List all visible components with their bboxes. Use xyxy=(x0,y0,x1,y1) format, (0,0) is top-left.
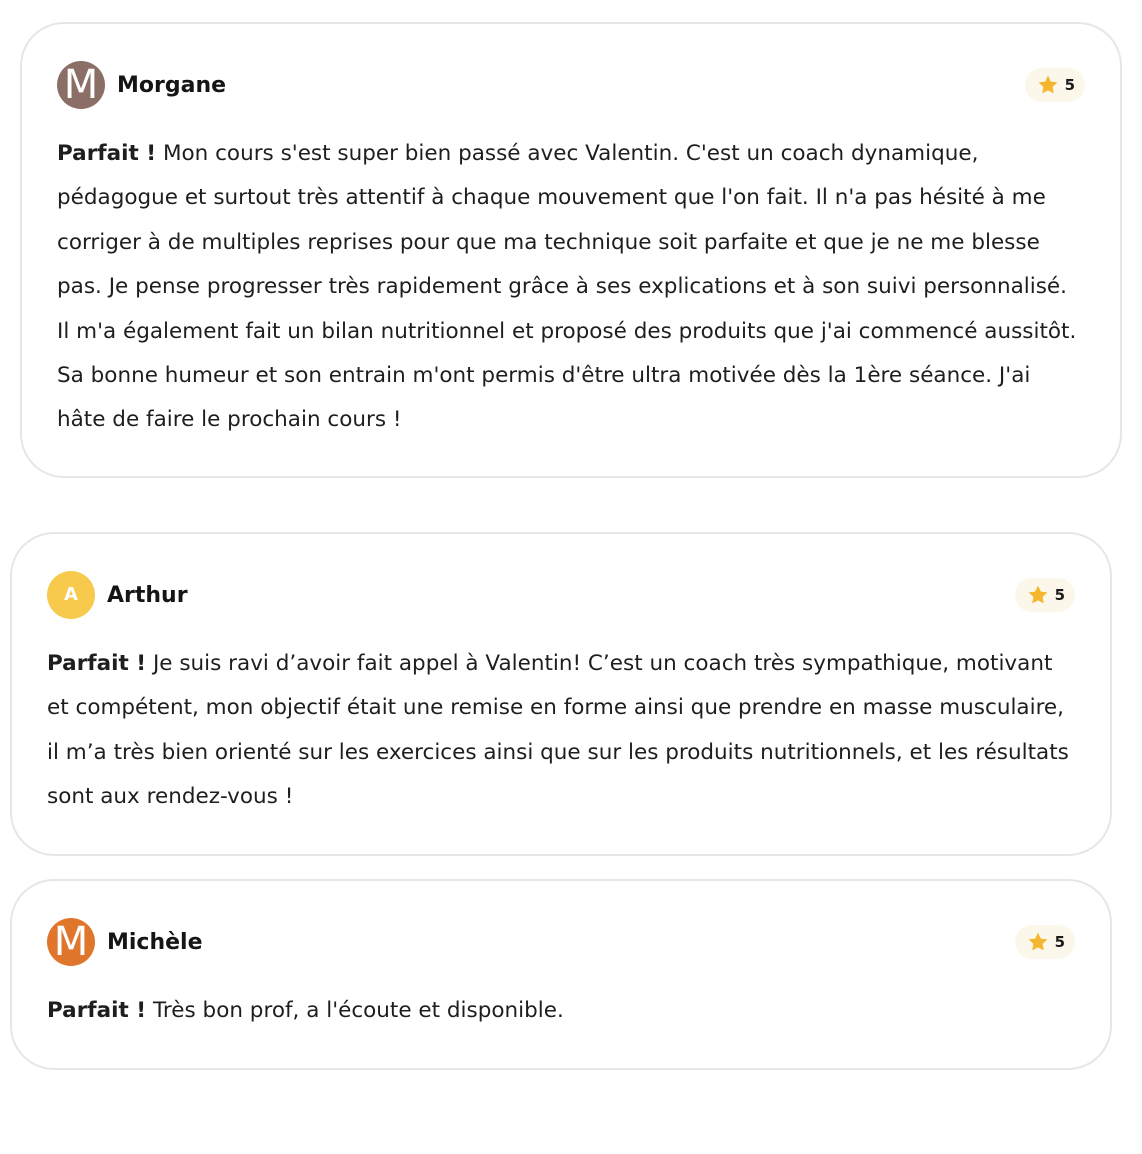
reviewer-name: Michèle xyxy=(107,929,203,955)
avatar xyxy=(47,918,95,966)
review-card xyxy=(10,879,1112,1070)
reviewer-name: Morgane xyxy=(117,72,227,98)
star-icon xyxy=(1027,931,1049,953)
review-text xyxy=(47,642,1070,820)
review-text xyxy=(57,132,1080,443)
rating-value: 5 xyxy=(1064,76,1075,94)
star-icon xyxy=(1027,584,1049,606)
review-header xyxy=(47,570,1075,620)
review-text xyxy=(47,989,1070,1033)
review-verdict: Parfait ! xyxy=(57,141,157,166)
review-header xyxy=(57,60,1085,110)
rating-badge xyxy=(1015,925,1075,959)
review-body: Mon cours s'est super bien passé avec Valentin. C'est un coach dynamique, pédagogue et surtout très attentif à chaque mouvement que l'on fait. Il n'a pas hésité à me corriger à de multiples reprises pour que ma technique soit parfaite et que je ne me blesse pas. Je pense progresser très rapidement grâce à ses explications et à son suivi personnalisé. Il m'a également fait un bilan nutritionnel et proposé des produits que j'ai commencé aussitôt. Sa bonne humeur et son entrain m'ont permis d'être ultra motivée dès la 1ère séance. J'ai hâte de faire le prochain cours ! xyxy=(57,141,1077,433)
avatar-letter: A xyxy=(64,584,78,605)
avatar-letter: M xyxy=(53,919,89,965)
star-icon xyxy=(1037,74,1059,96)
review-header xyxy=(47,917,1075,967)
rating-value: 5 xyxy=(1054,586,1065,604)
avatar-letter: M xyxy=(63,62,99,108)
reviewer-name: Arthur xyxy=(107,582,188,608)
rating-badge xyxy=(1025,68,1085,102)
rating-value: 5 xyxy=(1054,933,1065,951)
rating-badge xyxy=(1015,578,1075,612)
avatar xyxy=(57,61,105,109)
review-card xyxy=(10,532,1112,856)
avatar xyxy=(47,571,95,619)
review-body: Je suis ravi d’avoir fait appel à Valentin! C’est un coach très sympathique, motivant et compétent, mon objectif était une remise en forme ainsi que prendre en masse musculaire, il m’a très bien orienté sur les exercices ainsi que sur les produits nutritionnels, et les résultats sont aux rendez-vous ! xyxy=(47,651,1069,810)
review-verdict: Parfait ! xyxy=(47,998,147,1023)
review-verdict: Parfait ! xyxy=(47,651,147,676)
review-card xyxy=(20,22,1122,478)
review-body: Très bon prof, a l'écoute et disponible. xyxy=(152,998,564,1023)
